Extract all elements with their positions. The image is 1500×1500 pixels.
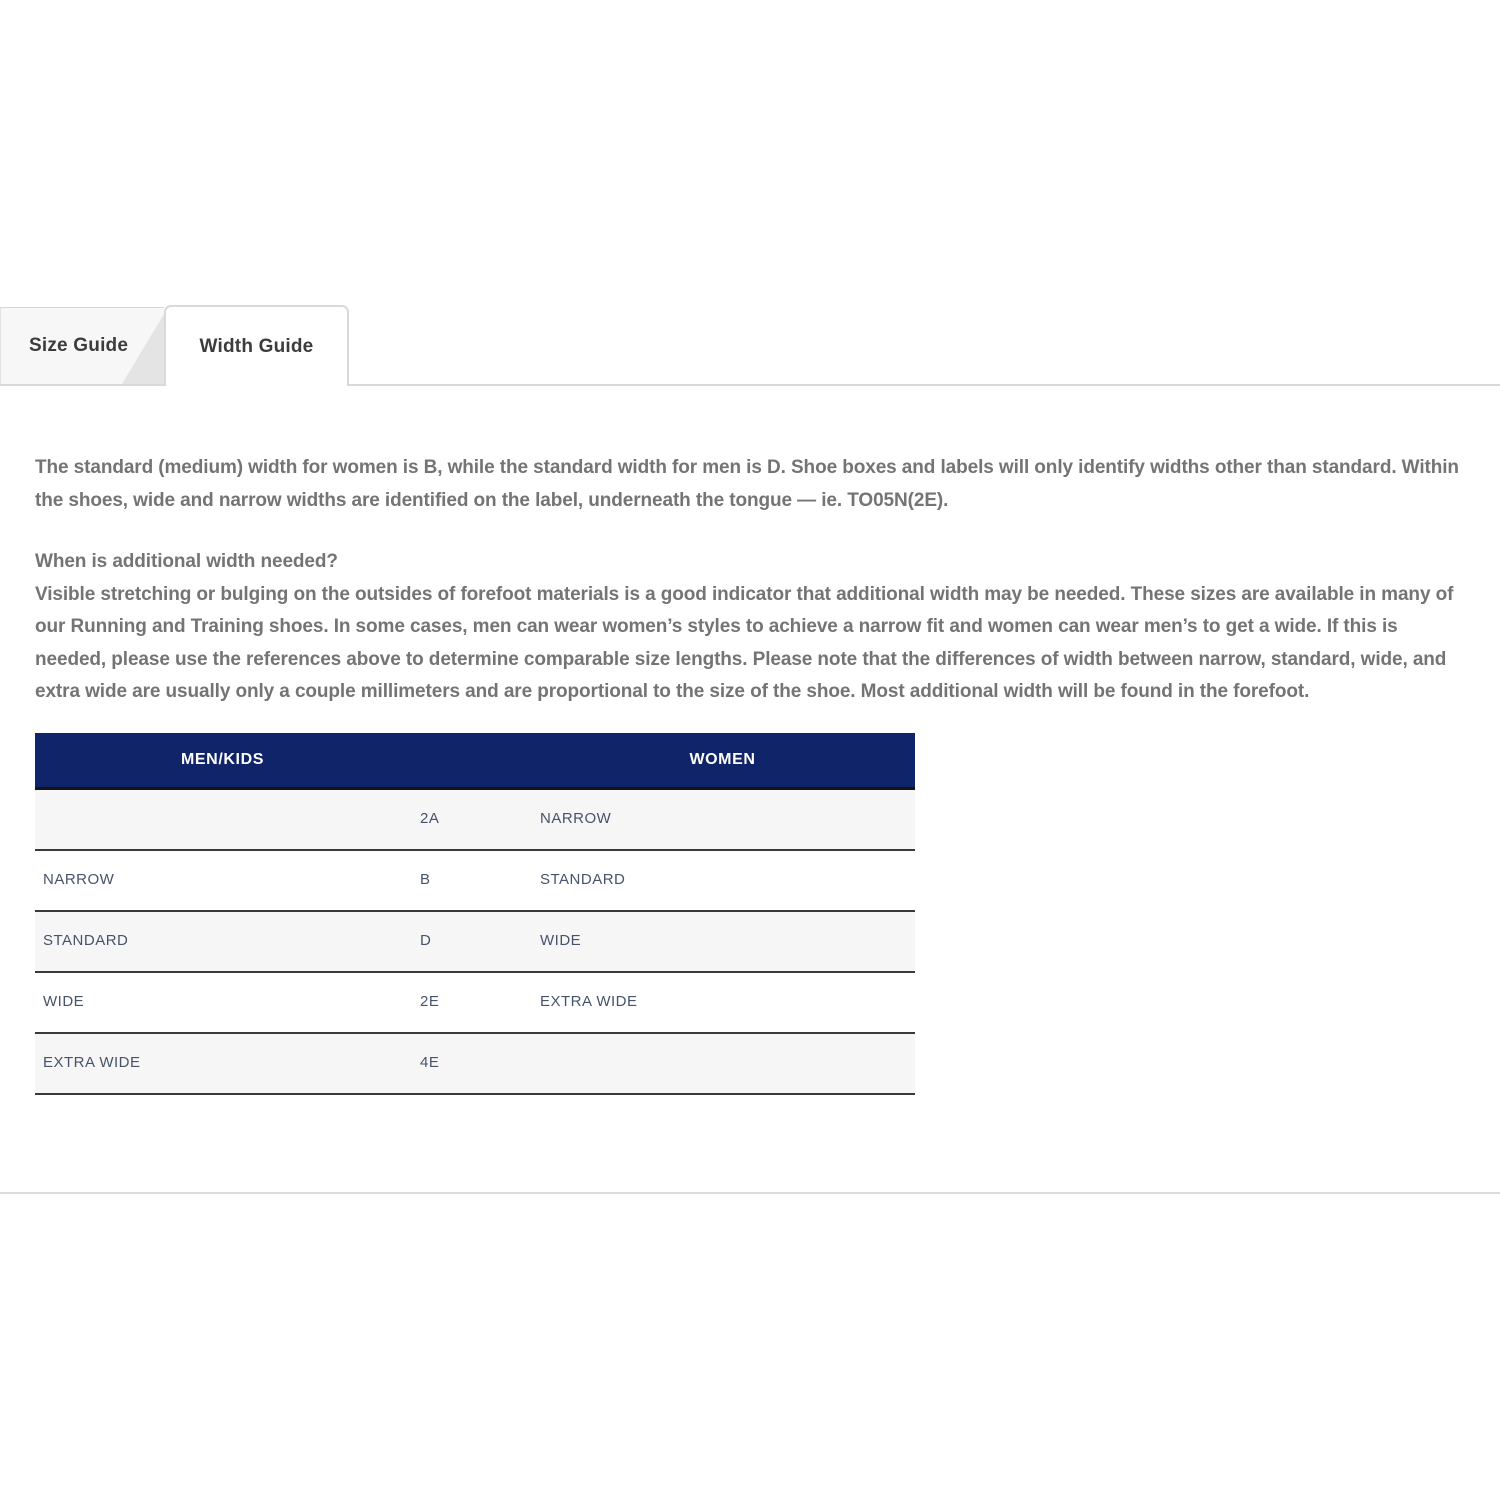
men-width-cell: STANDARD — [43, 932, 129, 949]
additional-width-question: When is additional width needed? — [35, 551, 338, 572]
tab-corner-wedge — [122, 314, 164, 384]
women-width-cell: NARROW — [540, 810, 612, 828]
women-width-cell: EXTRA WIDE — [540, 993, 638, 1010]
women-header: WOMEN — [530, 733, 915, 789]
men-width-cell: WIDE — [43, 993, 85, 1010]
bottom-divider — [0, 1192, 1500, 1194]
width-table-header-row — [35, 733, 915, 789]
tab-size-guide-label: Size Guide — [29, 335, 129, 356]
men-width-cell — [35, 789, 410, 850]
men-kids-header: MEN/KIDS — [35, 733, 410, 789]
table-row — [35, 1033, 915, 1094]
tab-width-guide-label: Width Guide — [199, 335, 314, 357]
table-row — [35, 911, 915, 972]
width-code-cell: 2E — [420, 993, 440, 1010]
table-row — [35, 850, 915, 911]
intro-paragraph: The standard (medium) width for women is B, while the standard width for men is D. Shoe boxes and labels will only identify widths other than standard. Within the shoes, wide and narrow widths are identified on the label, underneath the tongue — ie. TO05N(2E). — [35, 457, 1459, 511]
width-code-header — [410, 733, 530, 789]
tab-size-guide[interactable] — [0, 307, 164, 384]
women-width-cell: STANDARD — [540, 871, 626, 888]
table-row — [35, 789, 915, 850]
table-row — [35, 972, 915, 1033]
width-code-cell: 2A — [420, 810, 440, 828]
women-width-cell — [530, 1033, 915, 1094]
tab-width-guide[interactable] — [164, 305, 349, 386]
width-code-cell: B — [420, 871, 431, 888]
width-code-cell: D — [420, 932, 432, 949]
width-code-cell: 4E — [420, 1054, 440, 1071]
men-width-cell: EXTRA WIDE — [43, 1054, 141, 1071]
men-width-cell: NARROW — [43, 871, 115, 888]
width-table — [35, 733, 915, 1095]
width-guide-content — [35, 452, 1472, 1095]
additional-width-answer: Visible stretching or bulging on the outsides of forefoot materials is a good indicator that additional width may be needed. These sizes are available in many of our Running and Training shoes. In some cases, men can wear women’s styles to achieve a narrow fit and women can wear men’s to get a wide. If this is needed, please use the references above to determine comparable size lengths. Please note that the differences of width between narrow, standard, wide, and extra wide are usually only a couple millimeters and are proportional to the size of the shoe. Most additional width will be found in the forefoot. — [35, 583, 1454, 702]
women-width-cell: WIDE — [540, 932, 582, 949]
